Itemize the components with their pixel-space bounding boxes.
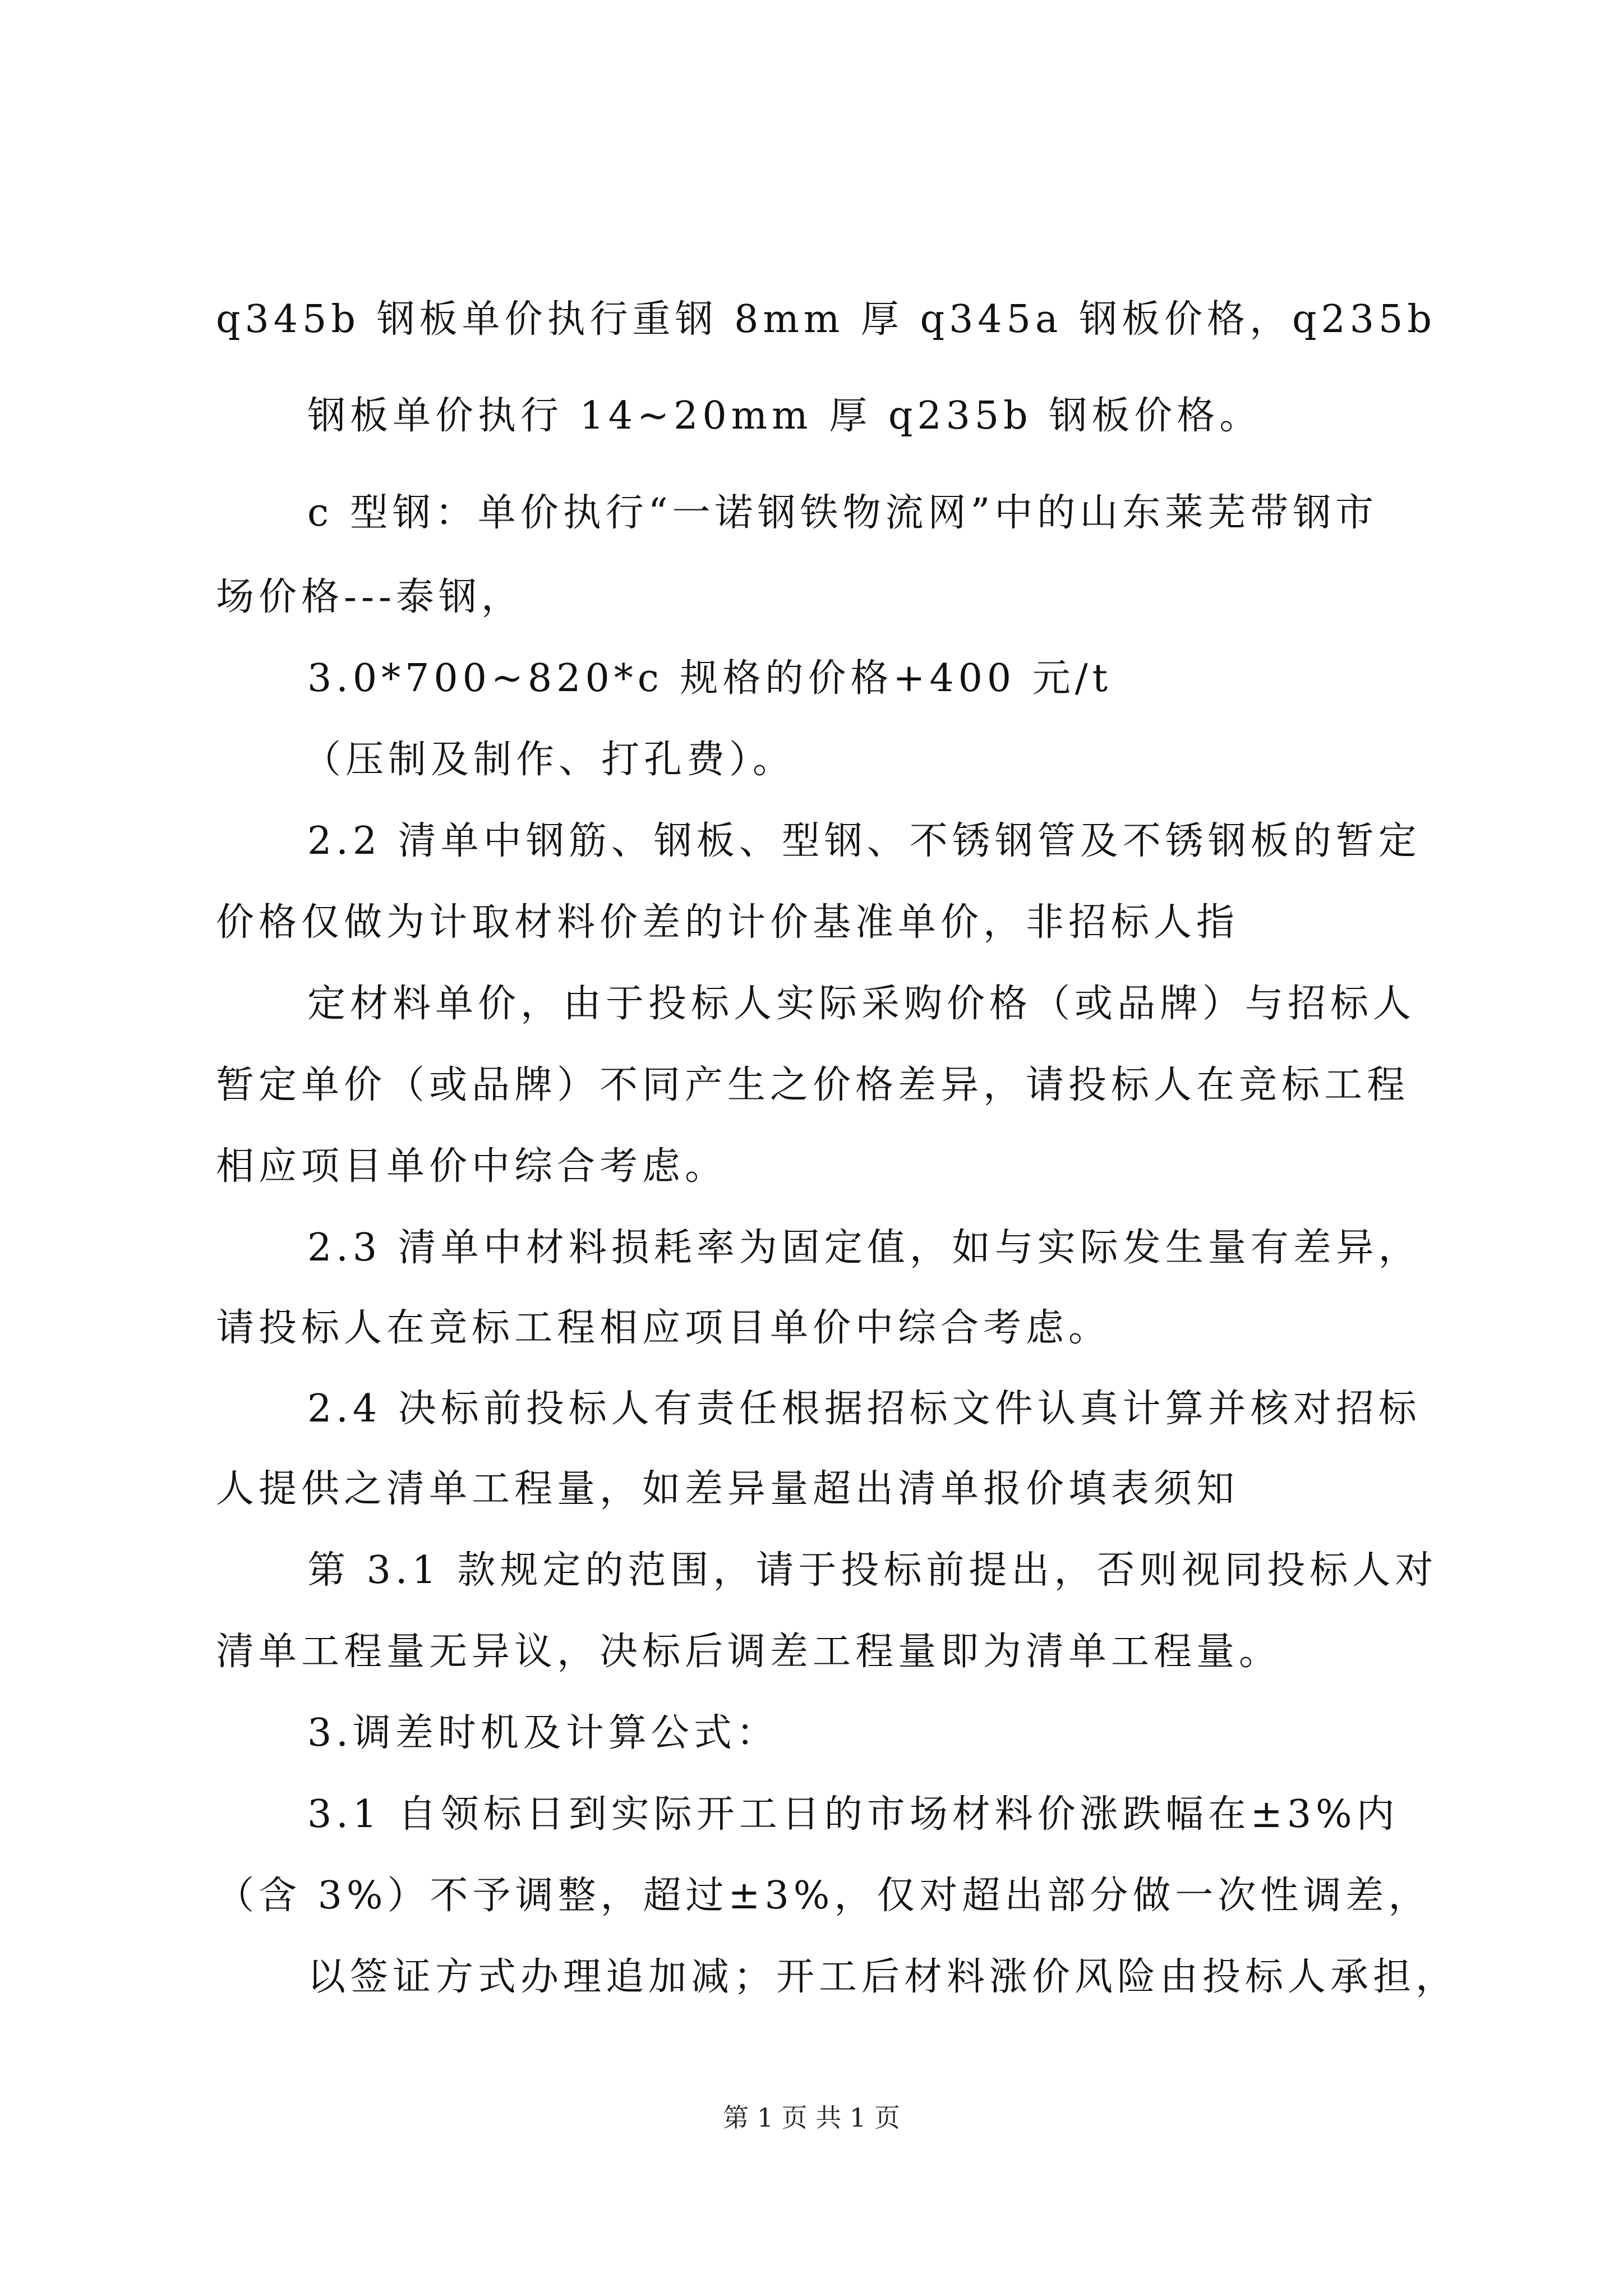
text-line: （压制及制作、打孔费）。 — [303, 738, 796, 782]
text-line: 价格仅做为计取材料价差的计价基准单价，非招标人指 — [216, 900, 1239, 945]
page-footer: 第 1 页 共 1 页 — [723, 2102, 900, 2133]
text-line: 3.0*700~820*c 规格的价格+400 元/t — [307, 656, 1113, 701]
text-line: 2.4 决标前投标人有责任根据招标文件认真计算并核对招标 — [307, 1387, 1421, 1431]
text-line: 钢板单价执行 14~20mm 厚 q235b 钢板价格。 — [307, 394, 1262, 438]
text-line: 暂定单价（或品牌）不同产生之价格差异，请投标人在竞标工程 — [216, 1063, 1410, 1107]
text-line: 清单工程量无异议，决标后调差工程量即为清单工程量。 — [216, 1630, 1282, 1674]
text-line: 场价格---泰钢， — [216, 575, 524, 619]
text-line: q345b 钢板单价执行重钢 8mm 厚 q345a 钢板价格，q235b — [216, 297, 1436, 342]
text-line: 3.调差时机及计算公式： — [307, 1711, 779, 1755]
text-line: 2.2 清单中钢筋、钢板、型钢、不锈钢管及不锈钢板的暂定 — [307, 819, 1421, 863]
text-line: 2.3 清单中材料损耗率为固定值，如与实际发生量有差异， — [307, 1226, 1421, 1270]
text-line: 以签证方式办理追加减；开工后材料涨价风险由投标人承担， — [307, 1955, 1459, 1999]
text-line: c 型钢：单价执行“一诺钢铁物流网”中的山东莱芜带钢市 — [307, 491, 1378, 535]
text-line: 人提供之清单工程量，如差异量超出清单报价填表须知 — [216, 1467, 1239, 1511]
text-line: 第 3.1 款规定的范围，请于投标前提出，否则视同投标人对 — [307, 1548, 1438, 1593]
text-line: 3.1 自领标日到实际开工日的市场材料价涨跌幅在±3%内 — [307, 1792, 1399, 1837]
text-line: （含 3%）不予调整，超过±3%，仅对超出部分做一次性调差， — [216, 1874, 1431, 1918]
text-line: 相应项目单价中综合考虑。 — [216, 1144, 728, 1189]
text-line: 请投标人在竞标工程相应项目单价中综合考虑。 — [216, 1306, 1112, 1350]
text-line: 定材料单价，由于投标人实际采购价格（或品牌）与招标人 — [307, 982, 1416, 1026]
